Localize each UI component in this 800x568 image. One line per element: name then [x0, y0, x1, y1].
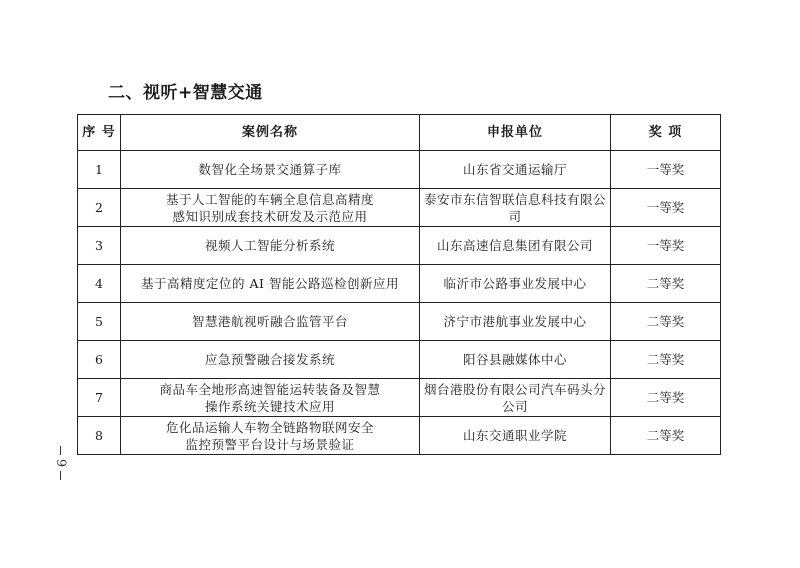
award-level: 一等奖 [611, 189, 721, 227]
header-case-name: 案例名称 [121, 115, 420, 151]
applicant-unit: 山东高速信息集团有限公司 [420, 227, 611, 265]
case-name [121, 303, 420, 341]
table-row [78, 151, 721, 189]
applicant-unit: 阳谷县融媒体中心 [420, 341, 611, 379]
row-number: 8 [78, 417, 121, 455]
row-number: 5 [78, 303, 121, 341]
case-name-line: 数智化全场景交通算子库 [198, 162, 342, 177]
row-number: 3 [78, 227, 121, 265]
case-name-line: 应急预警融合接发系统 [204, 352, 335, 367]
table-row [78, 341, 721, 379]
row-number: 1 [78, 151, 121, 189]
page-number-value: 9 [53, 458, 68, 468]
case-name-line: 基于高精度定位的 AI 智能公路巡检创新应用 [141, 276, 399, 291]
case-name-line: 操作系统关键技术应用 [204, 398, 335, 414]
case-name [121, 341, 420, 379]
table-row [78, 265, 721, 303]
table-row [78, 379, 721, 417]
award-level: 一等奖 [611, 151, 721, 189]
award-level: 二等奖 [611, 379, 721, 417]
case-name-line: 智慧港航视听融合监管平台 [191, 314, 348, 329]
row-number: 7 [78, 379, 121, 417]
header-no: 序 号 [78, 115, 121, 151]
row-number: 2 [78, 189, 121, 227]
applicant-unit: 烟台港股份有限公司汽车码头分公司 [420, 379, 611, 417]
case-name [121, 265, 420, 303]
award-level: 二等奖 [611, 341, 721, 379]
applicant-unit: 济宁市港航事业发展中心 [420, 303, 611, 341]
table-row [78, 189, 721, 227]
applicant-unit: 山东省交通运输厅 [420, 151, 611, 189]
table-row [78, 303, 721, 341]
table-row [78, 417, 721, 455]
section-title: 二、视听+智慧交通 [108, 83, 263, 103]
page-number [52, 440, 68, 486]
award-level: 二等奖 [611, 417, 721, 455]
case-name-line: 基于人工智能的车辆全息信息高精度 [165, 191, 374, 207]
case-name-line: 商品车全地形高速智能运转装备及智慧 [159, 381, 381, 397]
case-name [121, 379, 420, 417]
case-name [121, 227, 420, 265]
case-name [121, 189, 420, 227]
case-name-line: 监控预警平台设计与场景验证 [185, 436, 355, 452]
row-number: 6 [78, 341, 121, 379]
case-name-line: 视频人工智能分析系统 [204, 238, 335, 253]
header-applicant-unit: 申报单位 [420, 115, 611, 151]
table-row [78, 227, 721, 265]
case-name [121, 151, 420, 189]
award-level: 二等奖 [611, 303, 721, 341]
table-header-row [78, 115, 721, 151]
case-name-line: 危化品运输人车物全链路物联网安全 [165, 419, 374, 435]
awards-table [77, 114, 721, 455]
page-number-dash-bottom [60, 471, 61, 480]
case-name-line: 感知识别成套技术研发及示范应用 [172, 208, 368, 224]
page-number-dash-top [60, 446, 61, 455]
case-name [121, 417, 420, 455]
applicant-unit: 泰安市东信智联信息科技有限公司 [420, 189, 611, 227]
applicant-unit: 临沂市公路事业发展中心 [420, 265, 611, 303]
applicant-unit: 山东交通职业学院 [420, 417, 611, 455]
row-number: 4 [78, 265, 121, 303]
header-award: 奖 项 [611, 115, 721, 151]
award-level: 一等奖 [611, 227, 721, 265]
award-level: 二等奖 [611, 265, 721, 303]
